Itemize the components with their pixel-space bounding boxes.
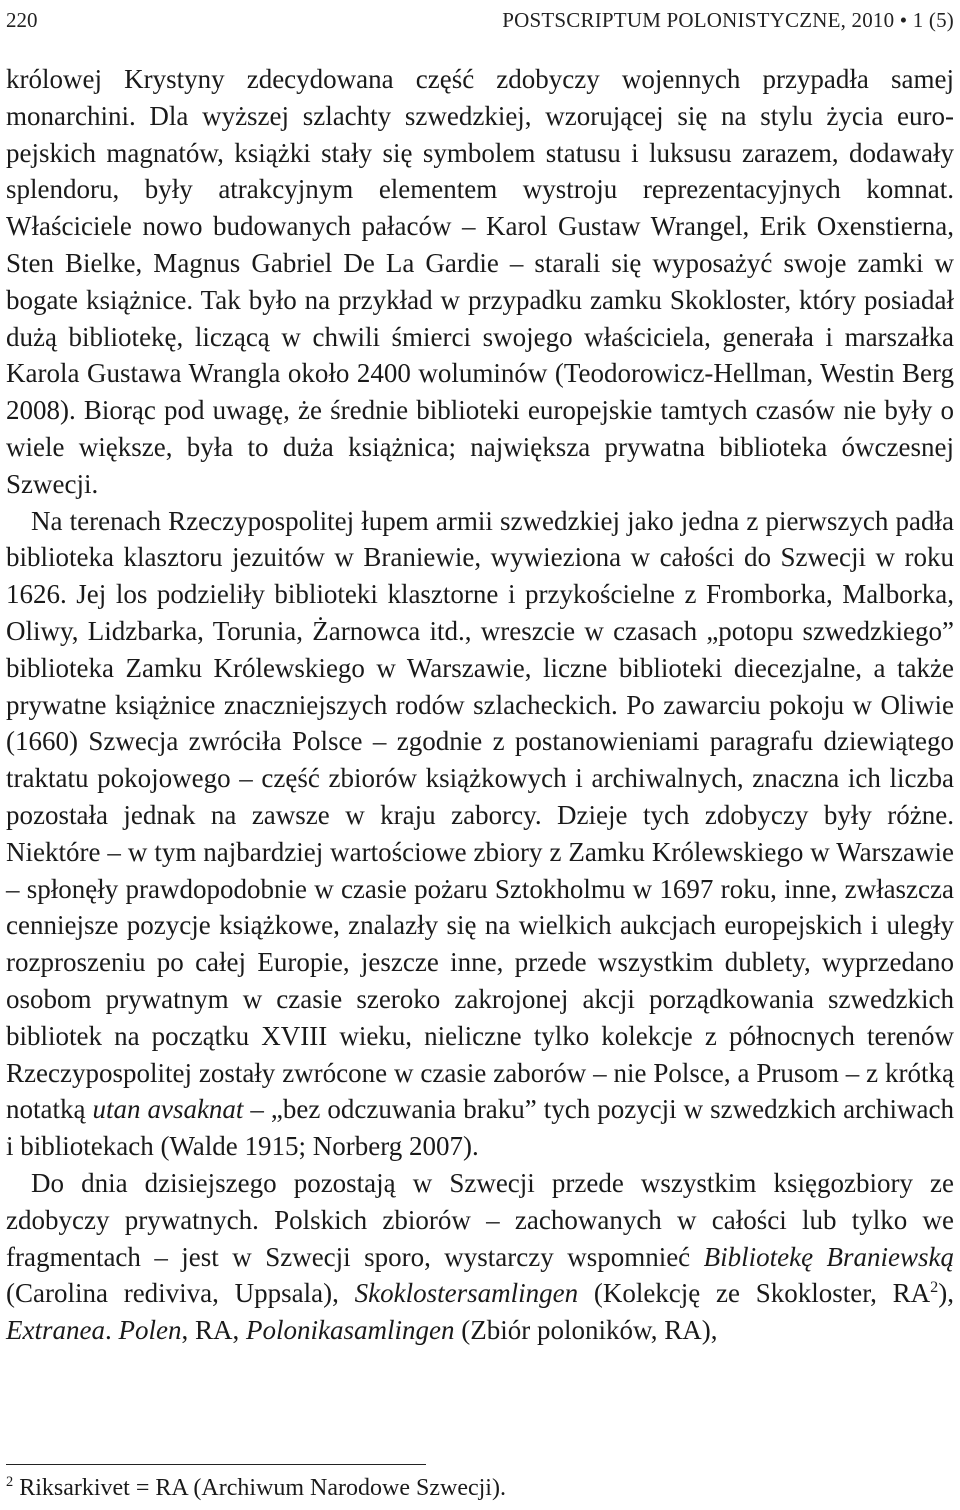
body-text [6,61,954,1349]
italic-title: Polen [118,1315,182,1346]
paragraph [6,61,954,503]
paragraph-text: (Zbiór poloników, RA), [454,1315,718,1346]
paragraph-text: Do dnia dzisiejszego pozostają w Szwecji przede wszystkim księgozbiory ze zdobyczy prywatnych. Polskich zbiorów – zachowanych w całości lub tylko we fragmentach – jest w Szwecji sporo, wystarczy wspomnieć [6,1167,954,1272]
footnote [6,1472,954,1504]
paragraph-text: , RA, [181,1315,246,1346]
footnote-text: Riksarkivet = RA (Archiwum Narodowe Szwecji). [13,1475,506,1501]
paragraph [6,1165,954,1349]
paragraph-text: królowej Krystyny zdecydowana część zdobyczy wojennych przypadła samej monarchini. Dla wyższej szlachty szwedzkiej, wzorującej się na stylu życia europejskich magnatów, książki stały się symbolem statusu i luksusu zarazem, dodawały splendoru, były atrakcyjnym elementem wystroju reprezentacyjnych komnat. Właściciele nowo budowanych pałaców – Karol Gustaw Wrangel, Erik Oxenstierna, Sten Bielke, Magnus Gabriel De La Gardie – starali się wyposażyć swoje zamki w bogate książnice. Tak było na przykład w przypadku zamku Skokloster, który posiadał dużą bibliotekę, liczącą w chwili śmierci swojego właściciela, generała i marszałka Karola Gustawa Wrangla około 2400 woluminów (Teodorowicz-Hellman, Westin Berg 2008). Biorąc pod uwagę, że średnie biblioteki europejskie tamtych czasów nie były o wiele większe, była to duża książnica; największa prywatna biblioteka ówczesnej Szwecji. [6,64,954,499]
paragraph-text: – „bez odczuwania braku” tych pozycji w szwedzkich archiwach i bibliotekach (Walde 1915; Norberg 2007). [6,1094,954,1162]
paragraph-text: ), [938,1278,955,1309]
italic-term: utan avsaknat [92,1094,244,1125]
paragraph [6,503,954,1165]
footnote-ref[interactable]: 2 [930,1278,939,1297]
footnote-rule [6,1464,426,1465]
italic-title: Polonikasamlingen [245,1315,455,1346]
footnote-number: 2 [6,1474,14,1490]
italic-title: Skoklostersamlingen [354,1278,579,1309]
running-header [6,0,954,40]
italic-title: Bibliotekę Braniewską [703,1241,955,1272]
italic-title: Extranea [6,1315,105,1346]
paragraph-text: (Carolina rediviva, Uppsala), [6,1278,355,1309]
paragraph-text: Na terenach Rzeczypospolitej łupem armii szwedzkiej jako jedna z pierwszych padła biblioteka klasztoru jezuitów w Braniewie, wywieziona w całości do Szwecji w roku 1626. Jej los podzieliły biblioteki klasztorne i przykościelne z Fromborka, Malborka, Oliwy, Lidzbarka, Torunia, Żarnowca itd., wreszcie w czasach „potopu szwedzkiego” biblioteka Zamku Królewskiego w Warszawie, liczne biblioteki diecezjalne, a także prywatne książnice znaczniejszych rodów szlacheckich. Po zawarciu pokoju w Oliwie (1660) Szwecja zwróciła Polsce – zgodnie z postanowieniami paragrafu dziewiątego traktatu pokojowego – część zbiorów książkowych i archiwalnych, znaczna ich liczba pozostała jednak na zawsze w kraju zaborcy. Dzieje tych zdobyczy były różne. Niektóre – w tym najbardziej wartościowe zbiory z Zamku Królewskiego w Warszawie – spłonęły prawdopodobnie w czasie pożaru Sztokholmu w 1697 roku, inne, zwłaszcza cenniejsze pozycje książkowe, znalazły się na wielkich aukcjach europejskich i uległy rozproszeniu po całej Europie, jeszcze inne, przede wszystkim dublety, wyprzedano osobom prywatnym w czasie szeroko zakrojonej akcji porządkowania szwedzkich bibliotek na początku XVIII wieku, nieliczne tylko kolekcje z północnych terenów Rzeczypospolitej zostały zwrócone w czasie zaborów – nie Polsce, a Prusom – z krótką notatką [6,505,954,1125]
paragraph-text: (Kolekcję ze Skokloster, RA [578,1278,931,1309]
paragraph-text: . [104,1315,119,1346]
page-number: 220 [6,7,38,32]
journal-title: POSTSCRIPTUM POLONISTYCZNE, 2010 • 1 (5) [502,7,954,32]
